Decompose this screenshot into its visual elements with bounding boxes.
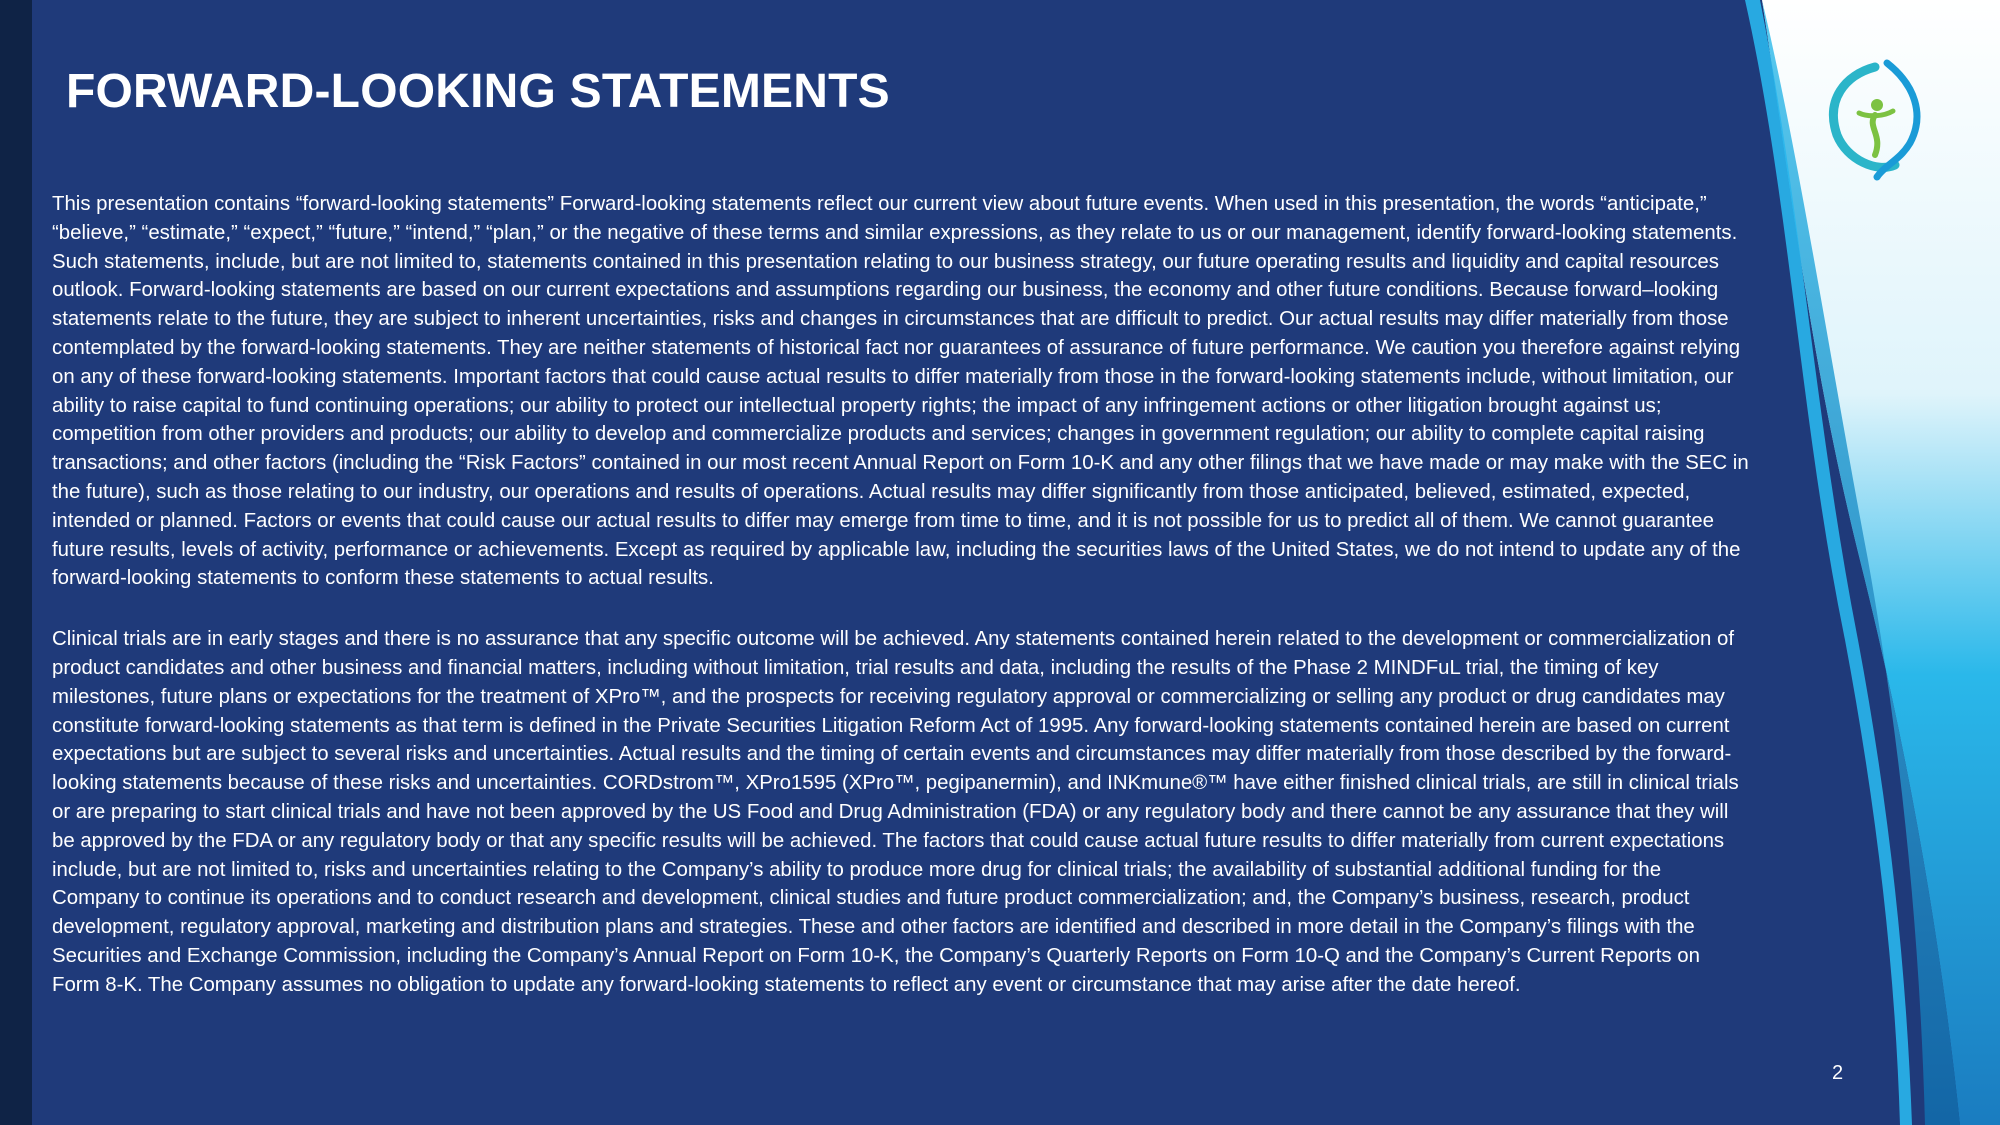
company-logo-icon xyxy=(1815,55,1935,185)
slide-title: FORWARD-LOOKING STATEMENTS xyxy=(66,65,890,118)
disclaimer-body xyxy=(52,190,1752,1032)
page-number: 2 xyxy=(1832,1062,1844,1084)
clinical-trials-paragraph: Clinical trials are in early stages and there is no assurance that any specific outcome will be achieved. Any statements contained herein related to the development or commercialization of product candidates and other business and financial matters, including without limitation, trial results and data, including the results of the Phase 2 MINDFuL trial, the timing of key milestones, future plans or expectations for the treatment of XPro™, and the prospects for receiving regulatory approval or commercializing or selling any product or drug candidates may constitute forward-looking statements as that term is defined in the Private Securities Litigation Reform Act of 1995. Any forward-looking statements contained herein are based on current expectations but are subject to several risks and uncertainties. Actual results and the timing of certain events and circumstances may differ materially from those described by the forward-looking statements because of these risks and uncertainties. CORDstrom™, XPro1595 (XPro™, pegipanermin), and INKmune®™ have either finished clinical trials, are still in clinical trials or are preparing to start clinical trials and have not been approved by the US Food and Drug Administration (FDA) or any regulatory body and there cannot be any assurance that they will be approved by the FDA or any regulatory body or that any specific results will be achieved. The factors that could cause actual future results to differ materially from current expectations include, but are not limited to, risks and uncertainties relating to the Company’s ability to produce more drug for clinical trials; the availability of substantial additional funding for the Company to continue its operations and to conduct research and development, clinical studies and future product commercialization; and, the Company’s business, research, product development, regulatory approval, marketing and distribution plans and strategies. These and other factors are identified and described in more detail in the Company’s filings with the Securities and Exchange Commission, including the Company’s Annual Report on Form 10-K, the Company’s Quarterly Reports on Form 10-Q and the Company’s Current Reports on Form 8-K. The Company assumes no obligation to update any forward-looking statements to reflect any event or circumstance that may arise after the date hereof. xyxy=(52,628,1739,996)
forward-looking-paragraph: This presentation contains “forward-looking statements” Forward-looking statements reflect our current view about future events. When used in this presentation, the words “anticipate,” “believe,” “estimate,” “expect,” “future,” “intend,” “plan,” or the negative of these terms and similar expressions, as they relate to us or our management, identify forward-looking statements. Such statements, include, but are not limited to, statements contained in this presentation relating to our business strategy, our future operating results and liquidity and capital resources outlook. Forward-looking statements are based on our current expectations and assumptions regarding our business, the economy and other future conditions. Because forward–looking statements relate to the future, they are subject to inherent uncertainties, risks and changes in circumstances that are difficult to predict. Our actual results may differ materially from those contemplated by the forward-looking statements. They are neither statements of historical fact nor guarantees of assurance of future performance. We caution you therefore against relying on any of these forward-looking statements. Important factors that could cause actual results to differ materially from those in the forward-looking statements include, without limitation, our ability to raise capital to fund continuing operations; our ability to protect our intellectual property rights; the impact of any infringement actions or other litigation brought against us; competition from other providers and products; our ability to develop and commercialize products and services; changes in government regulation; our ability to complete capital raising transactions; and other factors (including the “Risk Factors” contained in our most recent Annual Report on Form 10-K and any other filings that we have made or may make with the SEC in the future), such as those relating to our industry, our operations and results of operations. Actual results may differ significantly from those anticipated, believed, estimated, expected, intended or planned. Factors or events that could cause our actual results to differ may emerge from time to time, and it is not possible for us to predict all of them. We cannot guarantee future results, levels of activity, performance or achievements. Except as required by applicable law, including the securities laws of the United States, we do not intend to update any of the forward-looking statements to conform these statements to actual results. xyxy=(52,193,1749,590)
